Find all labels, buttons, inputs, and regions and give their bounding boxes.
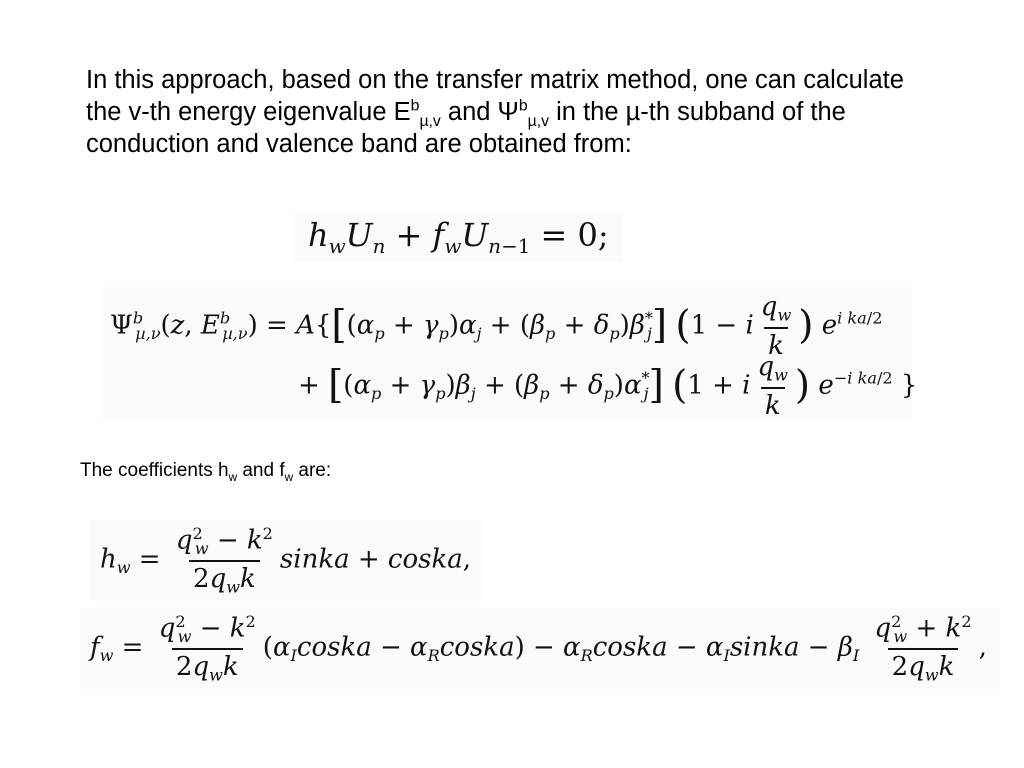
psi-subscript: µ,v — [527, 113, 550, 131]
intro-text-1: In this approach, based on the transfer matrix method, one can calculate the v-th energy eigenvalue E — [86, 66, 904, 126]
intro-and-psi: and Ψ — [440, 98, 519, 126]
wavefunction-equation — [102, 286, 918, 421]
coefficients-caption — [80, 460, 331, 482]
f-subscript: w — [284, 470, 294, 484]
coeff-and-f: and f — [237, 460, 285, 481]
intro-text-2: in the µ-th subband of the conduction and valence band are obtained from: — [86, 98, 846, 158]
intro-paragraph — [86, 64, 946, 160]
energy-superscript: b — [410, 97, 420, 115]
energy-subscript: µ,v — [419, 113, 441, 131]
wavefunction-line-1: $\Psi^b_{\mu,\nu}(z$, $E^b_{\mu,\nu}) = A\{[(\alpha_p + \gamma_p)\alpha_j + (\beta_p + \delta_p)\beta^*_j] (1 - i$ $\frac{q_w}{k}$ ) $e^{i ka/2}$ — [110, 292, 883, 361]
psi-superscript: b — [518, 97, 528, 115]
coeff-text-1: The coefficients h — [80, 460, 229, 481]
hw-equation: $h_w$ = $\frac{q^2_w - k^2}{2q_wk}$ sinka + coska, — [90, 520, 481, 601]
coeff-text-2: are: — [293, 460, 332, 481]
h-subscript: w — [228, 470, 238, 484]
wavefunction-line-2: + $[(\alpha_p + \gamma_p)\beta_j + (\beta_p + \delta_p)\alpha^*_j] (1 + i$ $\frac{q_w}{k}$ ) $e^{-i ka/2}$ } — [298, 352, 918, 421]
fw-equation: $f_w$ = $\frac{q^2_w - k^2}{2q_wk}$ ($\alpha_Icoska$ − $\alpha_Rcoska$) − $\alpha_Rcoska$ − $\alpha_Isinka - \beta_I$ $\frac{q^2_w + k^2}{2q_wk}$ , — [80, 608, 1000, 689]
transfer-equation: $h_wU_n + f_wU_{n-1} = 0$; — [294, 212, 623, 262]
